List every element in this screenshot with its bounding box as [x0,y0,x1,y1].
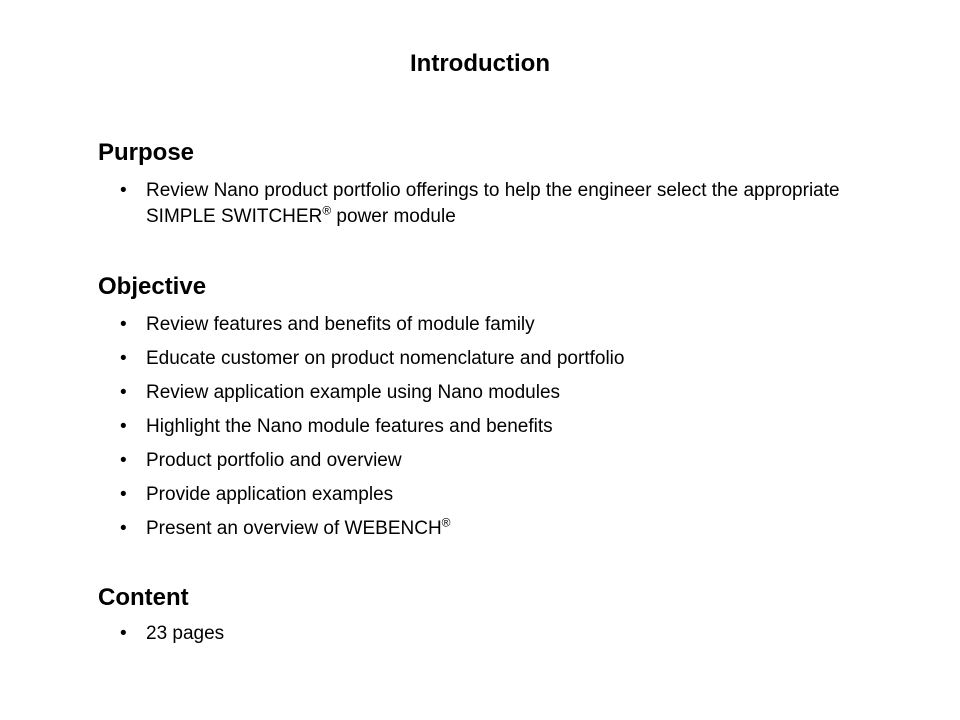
purpose-heading: Purpose [98,139,195,166]
bullet-text-end: power module [331,206,456,227]
list-item [98,312,878,338]
list-item [98,380,878,406]
content-heading: Content [98,584,189,611]
list-item [98,482,878,508]
registered-mark: ® [322,203,332,218]
list-item [98,448,878,474]
bullet-icon: • [120,314,127,335]
bullet-text: 23 pages [146,623,225,644]
content-list [98,621,878,647]
bullet-text: Review Nano product portfolio offerings to help the engineer select the appropriate SIMPLE SWITCHER [146,180,840,227]
objective-heading: Objective [98,273,207,300]
registered-mark: ® [441,515,451,530]
bullet-icon: • [120,348,127,369]
bullet-icon: • [120,180,127,201]
bullet-text: Highlight the Nano module features and benefits [146,416,553,437]
objective-section [98,272,878,542]
content-section [98,583,878,647]
bullet-text: Provide application examples [146,484,394,505]
bullet-icon: • [120,623,127,644]
objective-list [98,312,878,542]
purpose-list [98,178,878,230]
bullet-icon: • [120,382,127,403]
bullet-icon: • [120,450,127,471]
bullet-icon: • [120,416,127,437]
list-item [98,346,878,372]
list-item [98,621,878,647]
bullet-icon: • [120,484,127,505]
bullet-icon: • [120,518,127,539]
purpose-section [98,138,878,230]
bullet-text: Present an overview of WEBENCH [146,518,442,539]
bullet-text: Product portfolio and overview [146,450,402,471]
list-item [98,516,878,542]
bullet-text: Review features and benefits of module family [146,314,535,335]
list-item [98,178,878,230]
bullet-text: Educate customer on product nomenclature and portfolio [146,348,625,369]
slide-title: Introduction [410,50,550,77]
bullet-text: Review application example using Nano modules [146,382,561,403]
list-item [98,414,878,440]
